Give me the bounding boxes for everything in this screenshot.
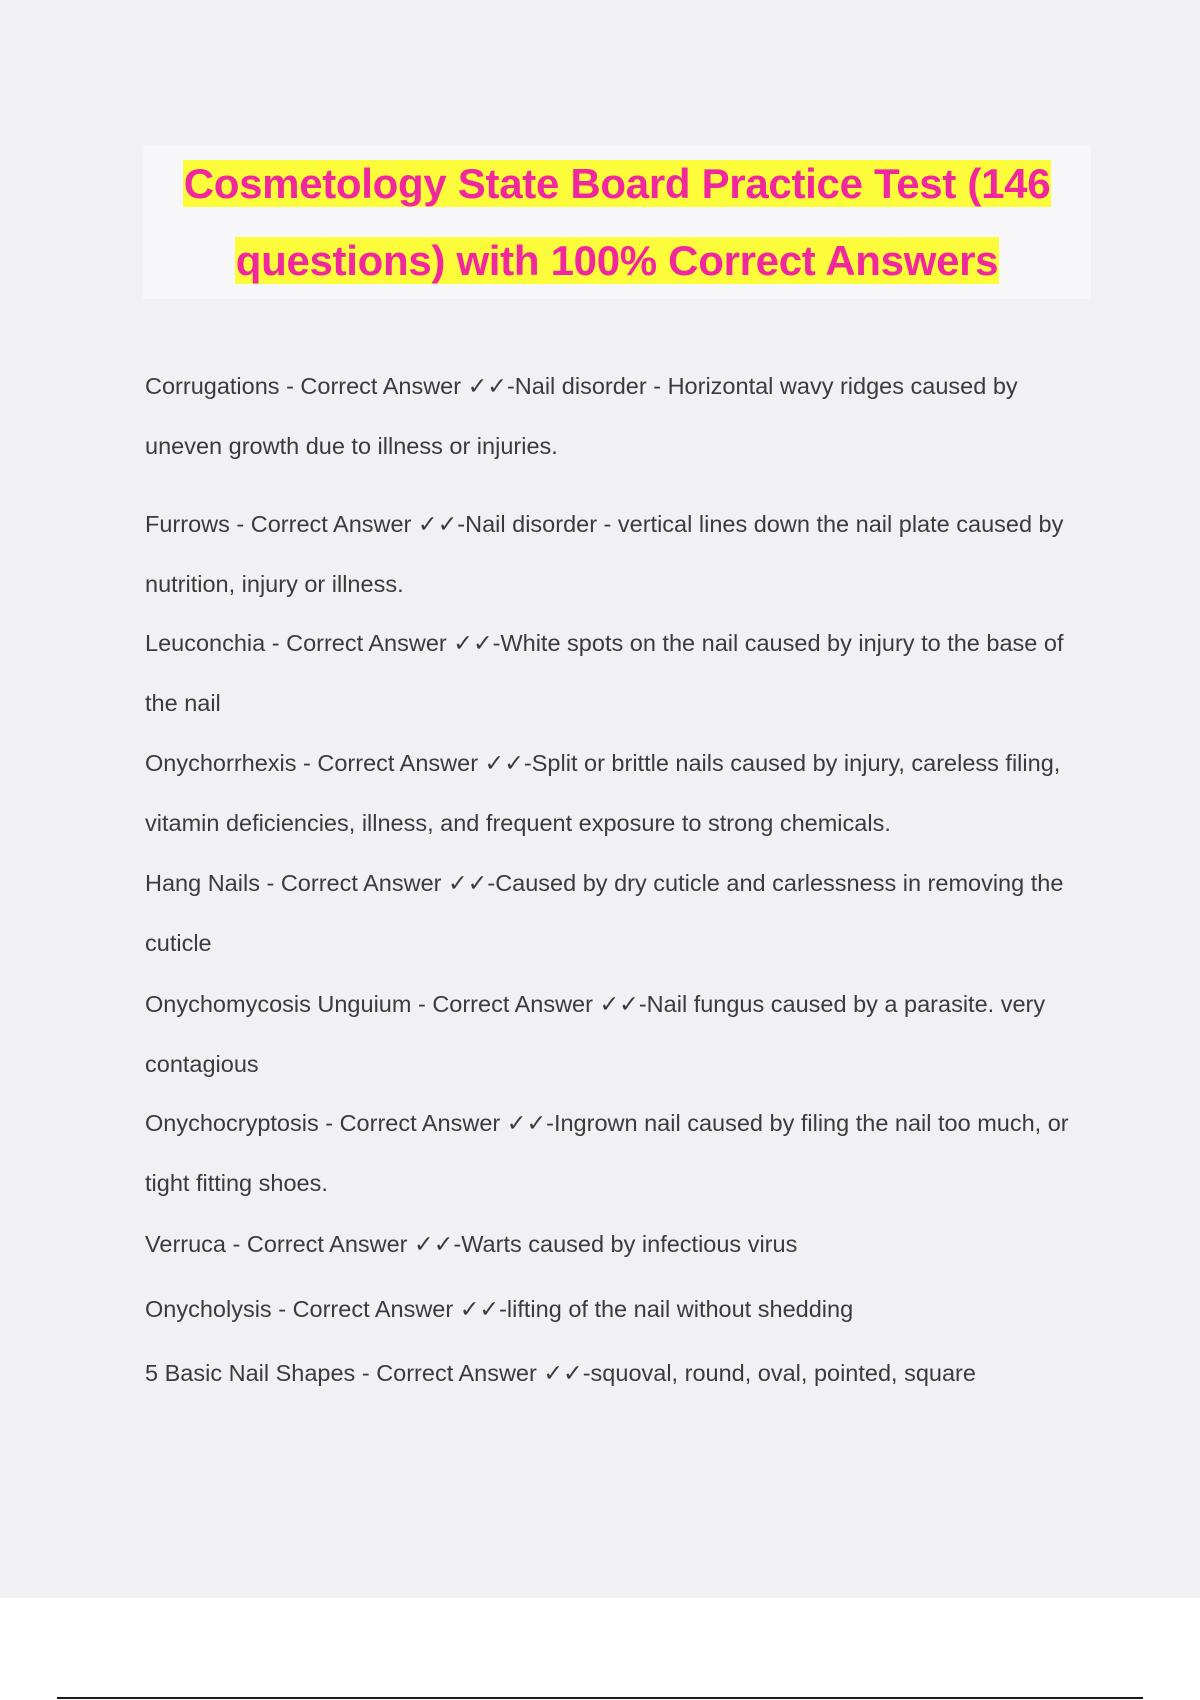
qa-entry-onycholysis: Onycholysis - Correct Answer ✓✓-lifting of the nail without shedding xyxy=(145,1296,854,1322)
title-highlight: Cosmetology State Board Practice Test (146 questions) with 100% Correct Answers xyxy=(183,160,1051,284)
page-bottom-divider xyxy=(57,1697,1143,1699)
qa-entry-verruca: Verruca - Correct Answer ✓✓-Warts caused by infectious virus xyxy=(145,1231,798,1257)
qa-entry-furrows: Furrows - Correct Answer ✓✓-Nail disorder - vertical lines down the nail plate caused by nutrition, injury or illness. xyxy=(145,511,1064,597)
qa-entry-leuconchia: Leuconchia - Correct Answer ✓✓-White spots on the nail caused by injury to the base of the nail xyxy=(145,630,1064,716)
qa-entry-hang-nails: Hang Nails - Correct Answer ✓✓-Caused by dry cuticle and carlessness in removing the cuticle xyxy=(145,870,1064,956)
qa-entry-nail-shapes: 5 Basic Nail Shapes - Correct Answer ✓✓-squoval, round, oval, pointed, square xyxy=(145,1360,976,1386)
qa-entry-onychomycosis: Onychomycosis Unguium - Correct Answer ✓✓-Nail fungus caused by a parasite. very contagious xyxy=(145,991,1046,1077)
title-box xyxy=(143,145,1091,299)
qa-entry-onychorrhexis: Onychorrhexis - Correct Answer ✓✓-Split or brittle nails caused by injury, careless filing, vitamin deficiencies, illness, and frequent exposure to strong chemicals. xyxy=(145,750,1061,836)
document-title xyxy=(143,145,1091,299)
qa-entry-onychocryptosis: Onychocryptosis - Correct Answer ✓✓-Ingrown nail caused by filing the nail too much, or tight fitting shoes. xyxy=(145,1110,1069,1196)
qa-entry-corrugations: Corrugations - Correct Answer ✓✓-Nail disorder - Horizontal wavy ridges caused by uneven growth due to illness or injuries. xyxy=(145,373,1018,459)
